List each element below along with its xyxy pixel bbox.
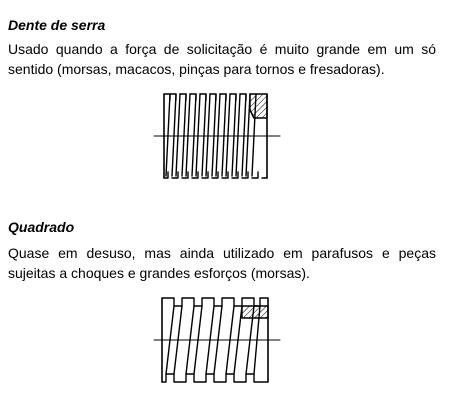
section-title-buttress: Dente de serra <box>8 17 106 33</box>
description-line: sujeitas a choques e grandes esforços (morsas). <box>8 265 310 281</box>
square-thread-figure <box>150 292 285 387</box>
description-line: sentido (morsas, macacos, pinças para tornos e fresadoras). <box>8 61 385 77</box>
section-description-buttress <box>8 39 436 79</box>
description-line: Usado quando a força de solicitação é muito grande em um só <box>8 41 436 57</box>
buttress-thread-figure <box>150 88 285 183</box>
section-description-square <box>8 243 436 283</box>
square-thread-icon <box>150 292 285 387</box>
section-title-square: Quadrado <box>8 219 75 235</box>
description-line: Quase em desuso, mas ainda utilizado em parafusos e peças <box>8 245 436 261</box>
buttress-thread-icon <box>150 88 285 183</box>
